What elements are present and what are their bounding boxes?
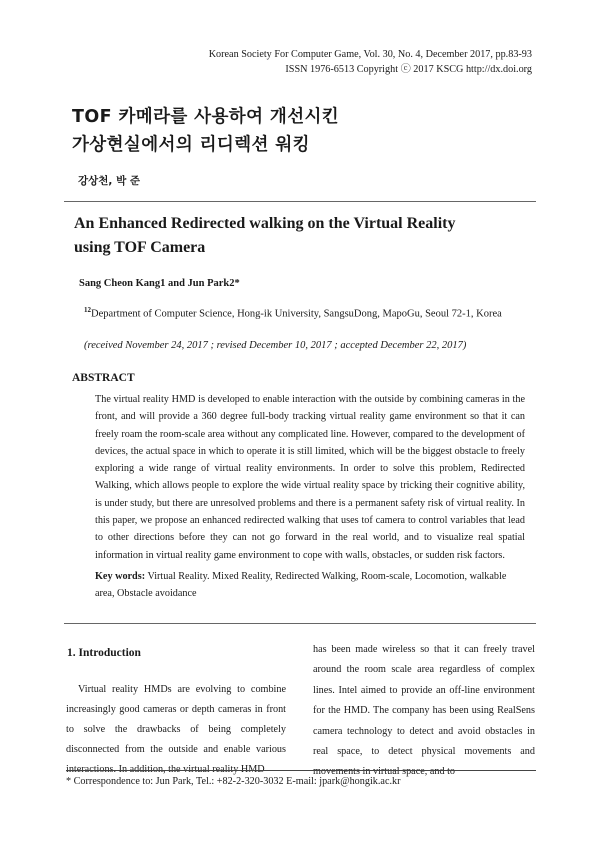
english-title-line-2: using TOF Camera	[74, 239, 206, 256]
english-title-line-1: An Enhanced Redirected walking on the Virtual Reality	[74, 215, 456, 232]
korean-title	[72, 103, 339, 159]
korean-title-line-1: TOF 카메라를 사용하여 개선시킨	[72, 107, 340, 127]
section-heading-introduction: 1. Introduction	[67, 647, 141, 659]
journal-citation: Korean Society For Computer Game, Vol. 30, No. 4, December 2017, pp.83-93	[208, 49, 532, 60]
korean-authors: 강상천, 박 준	[78, 175, 141, 187]
introduction-right-column: has been made wireless so that it can freely travel around the room scale area regardless of complex lines. Intel aimed to provide an off-line environment for the HMD. The company has been using RealSens camera technology to detect and avoid obstacles in real space, to detect physical movements and movements in virtual space, and to	[313, 644, 535, 778]
abstract-text: The virtual reality HMD is developed to enable interaction with the outside by combining cameras in the front, and will provide a 360 degree full-body tracking virtual reality game environment so that it can freely roam the room-scale area without any complicated line. However, compared to the development of devices, the actual space in which to operate it is still limited, which will be the biggest obstacle to freely exploring a wide range of virtual reality environments. In order to solve this problem, Redirected Walking, which allows people to explore the wide virtual reality space by tricking their cognitive ability, is under study, but there are unresolved problems and there is a permanent safety risk of virtual reality. In this paper, we propose an enhanced redirected walking that uses tof camera to control variables that lead to other directions before they can not go forward in the real world, and to visualize real spatial information in virtual reality game environment to cope with walls, obstacles, or sudden risk factors.	[95, 394, 525, 561]
correspondence-footnote: * Correspondence to: Jun Park, Tel.: +82-2-320-3032 E-mail: jpark@hongik.ac.kr	[66, 776, 401, 787]
keywords-text: Virtual Reality. Mixed Reality, Redirected Walking, Room-scale, Locomotion, walkable area, Obstacle avoidance	[95, 571, 507, 600]
title-divider	[64, 201, 536, 202]
introduction-left-column: Virtual reality HMDs are evolving to combine increasingly good cameras or depth cameras in front to solve the drawbacks of being completely disconnected from the outside and enable various interactions. In addition, the virtual reality HMD	[66, 684, 286, 775]
footnote-divider	[66, 770, 536, 771]
journal-header	[209, 47, 532, 77]
affiliation-text: Department of Computer Science, Hong-ik University, SangsuDong, MapoGu, Seoul 72-1, Korea	[91, 308, 502, 320]
affiliation-superscript: 12	[84, 306, 91, 314]
english-title	[74, 212, 534, 260]
korean-title-line-2: 가상현실에서의 리디렉션 워킹	[72, 135, 310, 155]
affiliation	[84, 306, 502, 320]
received-dates: (received November 24, 2017 ; revised December 10, 2017 ; accepted December 22, 2017)	[84, 340, 467, 351]
abstract-divider	[64, 623, 536, 624]
issn-copyright: ISSN 1976-6513 Copyright ⓒ 2017 KSCG http://dx.doi.org	[285, 64, 532, 75]
abstract-heading: ABSTRACT	[72, 372, 135, 384]
keywords	[95, 568, 527, 603]
english-authors: Sang Cheon Kang1 and Jun Park2*	[79, 278, 240, 289]
keywords-label: Key words:	[95, 571, 146, 582]
